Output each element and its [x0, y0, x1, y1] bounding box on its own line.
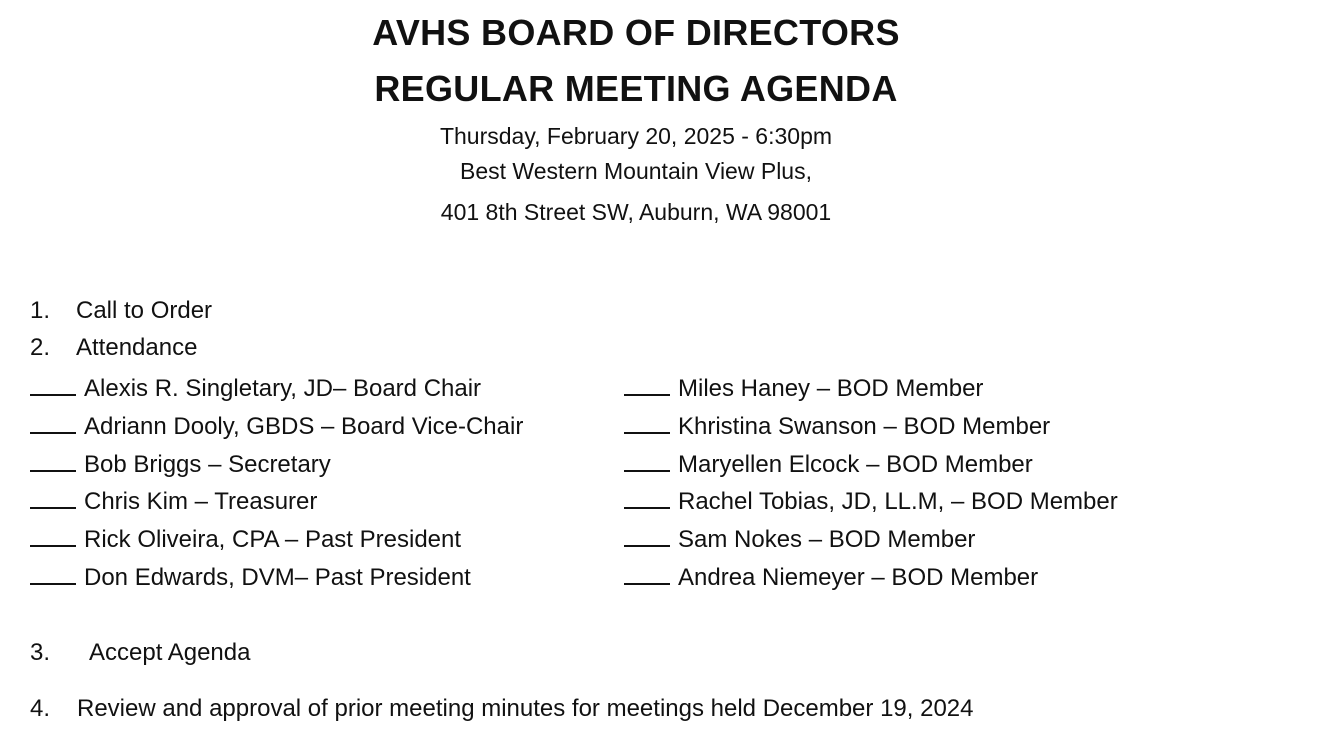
attendance-checkbox-line[interactable] — [624, 525, 670, 547]
attendance-checkbox-line[interactable] — [30, 450, 76, 472]
attendee-name: Miles Haney – BOD Member — [678, 375, 984, 402]
attendee-name: Don Edwards, DVM– Past President — [84, 564, 471, 591]
attendance-row — [624, 412, 1050, 439]
attendance-checkbox-line[interactable] — [30, 412, 76, 434]
attendance-row — [30, 412, 523, 439]
attendance-row — [30, 563, 471, 590]
item-label: Accept Agenda — [89, 639, 251, 666]
attendee-name: Chris Kim – Treasurer — [84, 488, 318, 515]
agenda-item-1 — [30, 297, 213, 324]
attendance-row — [624, 563, 1038, 590]
attendee-name: Sam Nokes – BOD Member — [678, 526, 976, 553]
attendee-name: Maryellen Elcock – BOD Member — [678, 451, 1033, 478]
attendance-row — [624, 487, 1118, 514]
attendance-checkbox-line[interactable] — [30, 487, 76, 509]
agenda-item-4 — [30, 695, 974, 722]
attendance-row — [30, 487, 317, 514]
item-number: 2. — [30, 334, 51, 361]
attendance-row — [624, 525, 975, 552]
attendance-checkbox-line[interactable] — [30, 563, 76, 585]
attendance-checkbox-line[interactable] — [624, 450, 670, 472]
attendance-checkbox-line[interactable] — [30, 374, 76, 396]
attendance-row — [30, 374, 481, 401]
agenda-item-2 — [30, 334, 198, 361]
attendance-checkbox-line[interactable] — [624, 563, 670, 585]
item-number: 1. — [30, 297, 51, 324]
meeting-address: 401 8th Street SW, Auburn, WA 98001 — [440, 199, 832, 225]
meeting-venue: Best Western Mountain View Plus, — [460, 158, 812, 184]
meeting-date-time: Thursday, February 20, 2025 - 6:30pm — [439, 123, 833, 149]
attendance-row — [624, 374, 983, 401]
item-label: Attendance — [76, 334, 198, 361]
attendance-row — [30, 450, 331, 477]
title-line-1: AVHS BOARD OF DIRECTORS — [372, 12, 900, 53]
attendee-name: Adriann Dooly, GBDS – Board Vice-Chair — [84, 413, 524, 440]
item-label: Call to Order — [76, 297, 213, 324]
item-label: Review and approval of prior meeting minutes for meetings held December 19, 2024 — [77, 695, 974, 722]
attendance-row — [624, 450, 1033, 477]
attendance-checkbox-line[interactable] — [624, 412, 670, 434]
item-number: 4. — [30, 695, 51, 722]
attendance-checkbox-line[interactable] — [624, 487, 670, 509]
attendee-name: Khristina Swanson – BOD Member — [678, 413, 1051, 440]
item-number: 3. — [30, 639, 51, 666]
attendance-checkbox-line[interactable] — [624, 374, 670, 396]
attendance-row — [30, 525, 461, 552]
attendee-name: Rachel Tobias, JD, LL.M, – BOD Member — [678, 488, 1118, 515]
attendee-name: Alexis R. Singletary, JD– Board Chair — [84, 375, 482, 402]
attendee-name: Andrea Niemeyer – BOD Member — [678, 564, 1039, 591]
attendee-name: Bob Briggs – Secretary — [84, 451, 331, 478]
title-line-2: REGULAR MEETING AGENDA — [374, 68, 898, 109]
attendance-checkbox-line[interactable] — [30, 525, 76, 547]
attendee-name: Rick Oliveira, CPA – Past President — [84, 526, 462, 553]
agenda-item-3 — [30, 639, 251, 666]
